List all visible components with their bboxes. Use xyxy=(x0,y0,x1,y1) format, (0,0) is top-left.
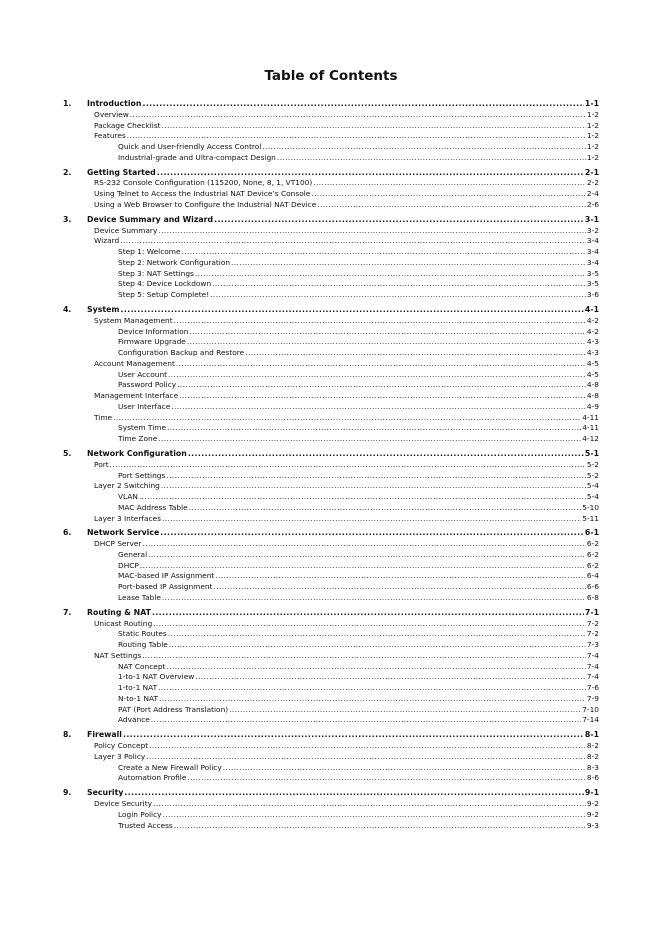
dot-leader xyxy=(162,514,581,525)
dot-leader xyxy=(159,694,586,705)
chapter-title: Network Configuration xyxy=(87,449,187,458)
toc-subsection-row[interactable] xyxy=(63,269,599,280)
page-number: 4-3 xyxy=(586,337,599,347)
toc-subsection-row[interactable] xyxy=(63,380,599,391)
toc-subsection-row[interactable] xyxy=(63,247,599,258)
dot-leader xyxy=(142,99,583,110)
toc-subsection-row[interactable] xyxy=(63,593,599,604)
chapter-title: Introduction xyxy=(87,99,142,108)
dot-leader xyxy=(210,290,586,301)
page-number: 7-2 xyxy=(586,629,599,639)
page-number: 7-6 xyxy=(586,683,599,693)
entry-title: Step 4: Device Lockdown xyxy=(118,279,212,289)
dot-leader xyxy=(142,651,586,662)
entry-title: VLAN xyxy=(118,492,138,501)
page-number: 9-3 xyxy=(586,820,599,830)
chapter-number: 5. xyxy=(63,449,72,458)
dot-leader xyxy=(120,236,586,247)
page-number: 5-2 xyxy=(586,459,599,469)
dot-leader xyxy=(311,189,586,200)
toc-subsection-row[interactable] xyxy=(63,561,599,572)
dot-leader xyxy=(214,215,584,226)
toc-section-row[interactable] xyxy=(63,741,599,752)
dot-leader xyxy=(231,258,586,269)
toc-subsection-row[interactable] xyxy=(63,423,599,434)
page-number: 3-6 xyxy=(586,290,599,300)
page-number: 7-9 xyxy=(586,693,599,703)
toc-subsection-row[interactable] xyxy=(63,503,599,514)
dot-leader xyxy=(153,799,586,810)
entry-title: Step 1: Welcome xyxy=(118,247,181,257)
dot-leader xyxy=(167,423,581,434)
page-number: 1-2 xyxy=(586,120,599,130)
dot-leader xyxy=(113,413,581,424)
page-number: 4-9 xyxy=(586,401,599,411)
entry-title: Package Checklist xyxy=(94,120,161,130)
dot-leader xyxy=(146,752,586,763)
dot-leader xyxy=(187,337,586,348)
dot-leader xyxy=(168,370,586,381)
page-number: 6-1 xyxy=(584,528,599,538)
entry-title: Automation Profile xyxy=(118,773,187,783)
toc-chapter-row[interactable] xyxy=(63,168,599,179)
toc-subsection-row[interactable] xyxy=(63,279,599,290)
page-number: 4-8 xyxy=(586,391,599,401)
entry-title: DHCP Server xyxy=(94,539,142,549)
chapter-number: 3. xyxy=(63,214,72,224)
chapter-number: 6. xyxy=(63,528,72,538)
chapter-number: 9. xyxy=(63,788,72,798)
toc-subsection-row[interactable] xyxy=(63,434,599,445)
page-number: 8-2 xyxy=(586,741,599,751)
chapter-number: 8. xyxy=(63,730,72,740)
entry-title: MAC Address Table xyxy=(118,502,188,512)
page-number: 4-8 xyxy=(586,380,599,390)
dot-leader xyxy=(157,168,584,179)
dot-leader xyxy=(127,131,586,142)
page-number: 6-2 xyxy=(586,549,599,559)
dot-leader xyxy=(189,327,586,338)
entry-title: Account Management xyxy=(94,358,175,368)
entry-title: Trusted Access xyxy=(118,820,173,830)
entry-title: 1-to-1 NAT Overview xyxy=(118,672,195,682)
toc-chapter-row[interactable] xyxy=(63,305,599,316)
dot-leader xyxy=(166,662,585,673)
toc-subsection-row[interactable] xyxy=(63,763,599,774)
toc-subsection-row[interactable] xyxy=(63,258,599,269)
dot-leader xyxy=(123,730,584,741)
toc-subsection-row[interactable] xyxy=(63,705,599,716)
dot-leader xyxy=(195,672,586,683)
entry-title: Step 3: NAT Settings xyxy=(118,268,194,278)
dot-leader xyxy=(317,200,586,211)
toc-subsection-row[interactable] xyxy=(63,327,599,338)
toc-section-row[interactable] xyxy=(63,359,599,370)
toc-subsection-row[interactable] xyxy=(63,370,599,381)
toc-subsection-row[interactable] xyxy=(63,683,599,694)
entry-title: Routing Table xyxy=(118,640,168,650)
toc-section-row[interactable] xyxy=(63,619,599,630)
toc-chapter-row[interactable] xyxy=(63,528,599,539)
dot-leader xyxy=(176,359,586,370)
toc-section-row[interactable] xyxy=(63,539,599,550)
entry-title: Unicast Routing xyxy=(94,618,153,628)
chapter-title: Getting Started xyxy=(87,167,156,177)
entry-title: User Account xyxy=(118,369,168,379)
page-number: 1-2 xyxy=(586,152,599,162)
page-number: 6-2 xyxy=(586,539,599,549)
page-number: 7-4 xyxy=(586,661,599,671)
entry-title: RS-232 Console Configuration (115200, None, 8, 1, VT100) xyxy=(94,178,313,188)
entry-title: Lease Table xyxy=(118,592,161,602)
toc-subsection-row[interactable] xyxy=(63,629,599,640)
toc-subsection-row[interactable] xyxy=(63,471,599,482)
page-number: 1-2 xyxy=(586,131,599,141)
entry-title: Port-based IP Assignment xyxy=(118,582,213,592)
page-number: 4-2 xyxy=(586,315,599,325)
toc-section-row[interactable] xyxy=(63,651,599,662)
entry-title: Quick and User-friendly Access Control xyxy=(118,142,262,151)
chapter-title: System xyxy=(87,305,120,315)
page-number: 7-3 xyxy=(586,640,599,650)
page-number: 5-1 xyxy=(584,449,599,458)
page-number: 4-5 xyxy=(586,369,599,379)
dot-leader xyxy=(139,492,586,503)
toc-subsection-row[interactable] xyxy=(63,337,599,348)
dot-leader xyxy=(168,629,586,640)
page-number: 4-3 xyxy=(586,348,599,358)
dot-leader xyxy=(277,153,586,164)
entry-title: Device Summary xyxy=(94,225,158,235)
dot-leader xyxy=(158,434,581,445)
dot-leader xyxy=(130,110,586,121)
dot-leader xyxy=(179,391,586,402)
dot-leader xyxy=(223,763,586,774)
toc-subsection-row[interactable] xyxy=(63,571,599,582)
page-number: 6-6 xyxy=(586,582,599,592)
dot-leader xyxy=(262,142,586,153)
page-number: 8-2 xyxy=(586,751,599,761)
dot-leader xyxy=(174,821,586,832)
toc-section-row[interactable] xyxy=(63,413,599,424)
dot-leader xyxy=(160,528,584,539)
entry-title: Device Security xyxy=(94,799,152,808)
entry-title: Layer 2 Switching xyxy=(94,481,160,491)
page-number: 2-4 xyxy=(586,189,599,199)
page-number: 7-4 xyxy=(586,672,599,682)
page-number: 2-2 xyxy=(586,178,599,188)
entry-title: Features xyxy=(94,131,126,141)
dot-leader xyxy=(174,316,586,327)
dot-leader xyxy=(162,593,586,604)
entry-title: Using a Web Browser to Configure the Industrial NAT Device xyxy=(94,199,317,209)
page-number: 8-3 xyxy=(586,762,599,772)
entry-title: Port xyxy=(94,459,109,469)
dot-leader xyxy=(171,402,586,413)
chapter-title: Routing & NAT xyxy=(87,607,151,617)
page-number: 3-1 xyxy=(584,214,599,224)
dot-leader xyxy=(148,550,586,561)
toc-subsection-row[interactable] xyxy=(63,810,599,821)
dot-leader xyxy=(120,305,583,316)
chapter-number: 7. xyxy=(63,607,72,617)
entry-title: 1-to-1 NAT xyxy=(118,683,158,693)
entry-title: Time xyxy=(94,412,113,422)
dot-leader xyxy=(158,226,586,237)
chapter-number: 1. xyxy=(63,99,72,108)
page-number: 3-4 xyxy=(586,236,599,246)
dot-leader xyxy=(189,503,582,514)
toc-section-row[interactable] xyxy=(63,121,599,132)
page-number: 8-6 xyxy=(586,773,599,783)
toc-section-row[interactable] xyxy=(63,189,599,200)
toc-subsection-row[interactable] xyxy=(63,694,599,705)
dot-leader xyxy=(169,640,586,651)
entry-title: NAT Settings xyxy=(94,650,142,660)
entry-title: Advance xyxy=(118,715,150,725)
page-number: 6-4 xyxy=(586,571,599,581)
entry-title: Industrial-grade and Ultra-compact Design xyxy=(118,152,276,162)
entry-title: DHCP xyxy=(118,560,139,570)
page-number: 7-4 xyxy=(586,650,599,660)
page-number: 6-8 xyxy=(586,592,599,602)
page-number: 7-10 xyxy=(582,704,599,714)
entry-title: Login Policy xyxy=(118,809,162,819)
entry-title: Password Policy xyxy=(118,380,177,390)
page-number: 5-4 xyxy=(586,481,599,491)
entry-title: Layer 3 Policy xyxy=(94,751,146,761)
entry-title: General xyxy=(118,549,148,559)
entry-title: Time Zone xyxy=(118,434,158,444)
toc-section-row[interactable] xyxy=(63,391,599,402)
toc-section-row[interactable] xyxy=(63,226,599,237)
toc-subsection-row[interactable] xyxy=(63,402,599,413)
toc-chapter-row[interactable] xyxy=(63,730,599,741)
page-number: 8-1 xyxy=(584,730,599,740)
toc-subsection-row[interactable] xyxy=(63,153,599,164)
dot-leader xyxy=(152,608,584,619)
dot-leader xyxy=(166,471,586,482)
toc-chapter-row[interactable] xyxy=(63,449,599,460)
toc-section-row[interactable] xyxy=(63,514,599,525)
dot-leader xyxy=(182,247,586,258)
page-number: 4-1 xyxy=(584,305,599,315)
page-number: 3-4 xyxy=(586,247,599,257)
toc-chapter-row[interactable] xyxy=(63,788,599,799)
entry-title: MAC-based IP Assignment xyxy=(118,571,215,581)
page-number: 2-6 xyxy=(586,199,599,209)
entry-title: Configuration Backup and Restore xyxy=(118,348,245,358)
page-number: 5-4 xyxy=(586,492,599,501)
entry-title: Step 5: Setup Complete! xyxy=(118,290,210,300)
entry-title: User Interface xyxy=(118,401,171,411)
page-number: 5-11 xyxy=(582,513,599,523)
toc-section-row[interactable] xyxy=(63,799,599,810)
page-number: 4-5 xyxy=(586,358,599,368)
dot-leader xyxy=(124,788,584,799)
page-number: 2-1 xyxy=(584,167,599,177)
entry-title: NAT Concept xyxy=(118,661,166,671)
page-number: 4-12 xyxy=(582,434,599,444)
page-number: 6-2 xyxy=(586,560,599,570)
dot-leader xyxy=(142,539,585,550)
toc-section-row[interactable] xyxy=(63,316,599,327)
page-number: 1-2 xyxy=(586,142,599,151)
entry-title: Static Routes xyxy=(118,629,167,639)
entry-title: Wizard xyxy=(94,236,120,246)
dot-leader xyxy=(161,481,586,492)
page-number: 3-4 xyxy=(586,257,599,267)
dot-leader xyxy=(140,561,586,572)
dot-leader xyxy=(158,683,586,694)
toc-subsection-row[interactable] xyxy=(63,640,599,651)
dot-leader xyxy=(162,121,586,132)
dot-leader xyxy=(163,810,586,821)
dot-leader xyxy=(110,460,586,471)
dot-leader xyxy=(153,619,586,630)
entry-title: Step 2: Network Configuration xyxy=(118,257,231,267)
toc-subsection-row[interactable] xyxy=(63,773,599,784)
toc-section-row[interactable] xyxy=(63,236,599,247)
entry-title: Using Telnet to Access the Industrial NAT Device’s Console xyxy=(94,189,311,199)
page-number: 7-1 xyxy=(584,607,599,617)
chapter-number: 2. xyxy=(63,167,72,177)
page-number: 9-2 xyxy=(586,809,599,819)
page-number: 1-2 xyxy=(586,109,599,119)
toc-section-row[interactable] xyxy=(63,200,599,211)
toc-chapter-row[interactable] xyxy=(63,608,599,619)
toc-section-row[interactable] xyxy=(63,460,599,471)
chapter-title: Device Summary and Wizard xyxy=(87,214,214,224)
entry-title: Firmware Upgrade xyxy=(118,337,186,347)
page-number: 5-2 xyxy=(586,470,599,480)
entry-title: PAT (Port Address Translation) xyxy=(118,704,229,714)
page-number: 3-5 xyxy=(586,279,599,289)
toc-subsection-row[interactable] xyxy=(63,348,599,359)
entry-title: Create a New Firewall Policy xyxy=(118,762,222,772)
entry-title: Layer 3 Interfaces xyxy=(94,513,161,523)
dot-leader xyxy=(215,571,586,582)
toc-chapter-row[interactable] xyxy=(63,99,599,110)
page-number: 3-5 xyxy=(586,268,599,278)
toc-subsection-row[interactable] xyxy=(63,290,599,301)
toc-subsection-row[interactable] xyxy=(63,142,599,153)
dot-leader xyxy=(212,279,586,290)
toc-section-row[interactable] xyxy=(63,131,599,142)
toc-chapter-row[interactable] xyxy=(63,215,599,226)
toc-subsection-row[interactable] xyxy=(63,821,599,832)
page-number: 7-2 xyxy=(586,618,599,628)
toc-subsection-row[interactable] xyxy=(63,715,599,726)
entry-title: Port Settings xyxy=(118,470,166,480)
page-number: 4-11 xyxy=(582,423,599,433)
toc-section-row[interactable] xyxy=(63,481,599,492)
dot-leader xyxy=(245,348,586,359)
entry-title: Overview xyxy=(94,109,129,119)
toc-subsection-row[interactable] xyxy=(63,492,599,503)
toc-section-row[interactable] xyxy=(63,110,599,121)
dot-leader xyxy=(313,178,586,189)
page-number: 5-10 xyxy=(582,502,599,512)
entry-title: N-to-1 NAT xyxy=(118,693,158,703)
chapter-title: Firewall xyxy=(87,730,122,740)
page-number: 7-14 xyxy=(582,715,599,725)
entry-title: System Management xyxy=(94,315,173,325)
toc-subsection-row[interactable] xyxy=(63,582,599,593)
toc-subsection-row[interactable] xyxy=(63,672,599,683)
dot-leader xyxy=(229,705,581,716)
entry-title: Policy Concept xyxy=(94,741,149,751)
page-number: 9-1 xyxy=(584,788,599,798)
page-number: 1-1 xyxy=(584,99,599,108)
toc-subsection-row[interactable] xyxy=(63,550,599,561)
page-number: 4-11 xyxy=(582,412,599,422)
chapter-number: 4. xyxy=(63,305,72,315)
dot-leader xyxy=(195,269,586,280)
chapter-title: Security xyxy=(87,788,124,798)
dot-leader xyxy=(151,715,581,726)
page-number: 3-2 xyxy=(586,225,599,235)
toc-section-row[interactable] xyxy=(63,178,599,189)
page-title: Table of Contents xyxy=(264,68,398,84)
dot-leader xyxy=(188,449,584,460)
dot-leader xyxy=(177,380,586,391)
chapter-title: Network Service xyxy=(87,528,160,538)
entry-title: Management Interface xyxy=(94,391,179,401)
entry-title: System Time xyxy=(118,423,166,433)
dot-leader xyxy=(149,741,586,752)
page-number: 4-2 xyxy=(586,326,599,336)
toc-section-row[interactable] xyxy=(63,752,599,763)
toc-subsection-row[interactable] xyxy=(63,662,599,673)
table-of-contents xyxy=(63,99,599,831)
dot-leader xyxy=(213,582,585,593)
entry-title: Device Information xyxy=(118,326,189,336)
dot-leader xyxy=(187,773,586,784)
page-number: 9-2 xyxy=(586,799,599,808)
